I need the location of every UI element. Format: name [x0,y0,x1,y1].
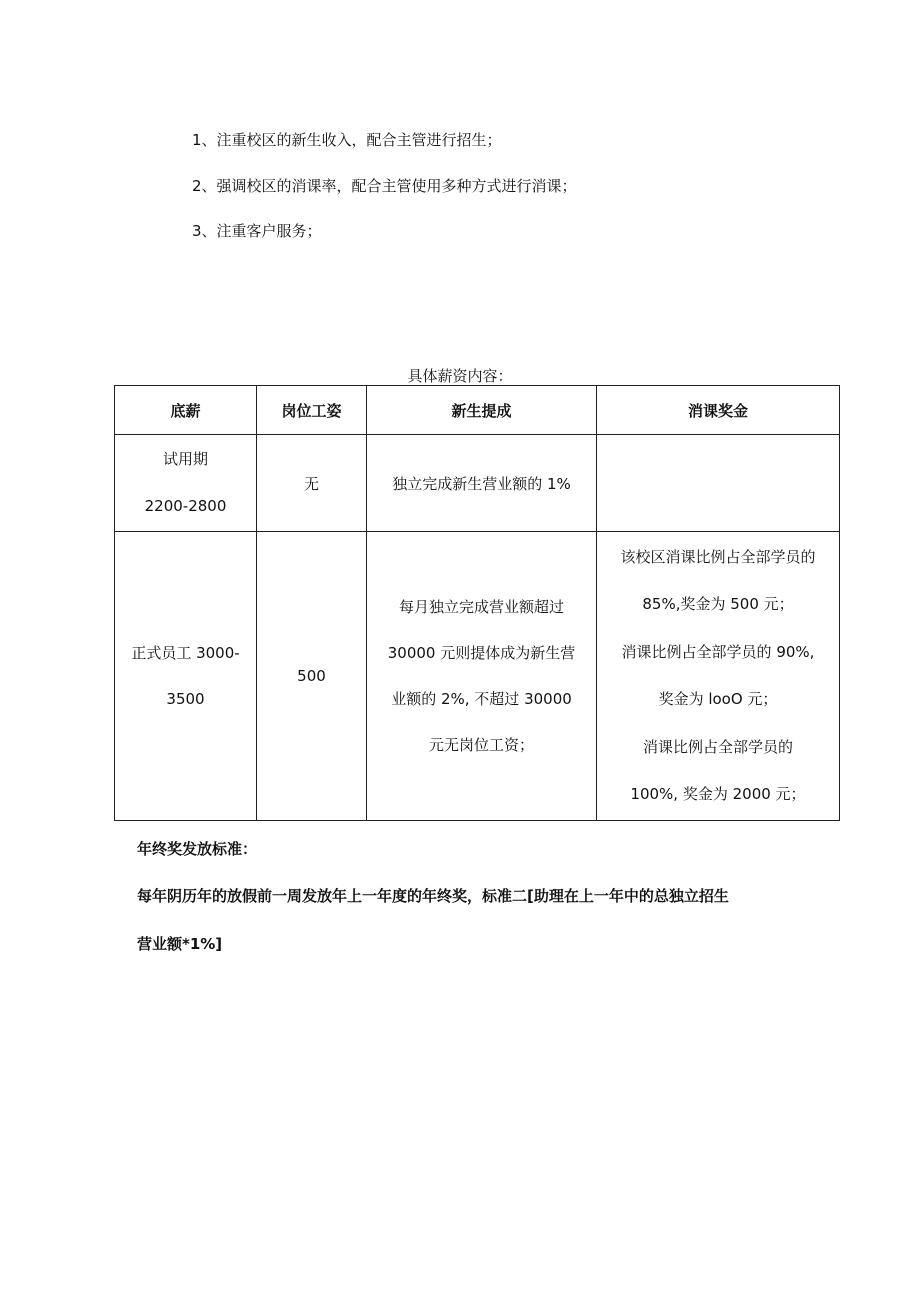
regular-commission-cell [367,532,597,821]
duty-item-1: 1、注重校区的新生收入，配合主管进行招生； [192,131,502,149]
duty-item-3: 3、注重客户服务； [192,222,322,240]
regular-bonus-line: 消课比例占全部学员的 90%, [621,642,815,661]
regular-base-salary-cell [115,532,257,821]
trial-base-salary-cell [115,435,257,532]
regular-bonus-line: 100%, 奖金为 2000 元； [630,785,806,803]
header-position-pay: 岗位工姿 [257,386,367,435]
regular-bonus-line: 该校区消课比例占全部学员的 [620,547,816,566]
regular-bonus-line: 85%,奖金为 500 元； [642,595,794,613]
regular-bonus-cell [597,532,840,821]
regular-base-line-2: 3500 [166,690,205,708]
table-caption: 具体薪资内容： [407,367,513,385]
year-end-bonus-title: 年终奖发放标准： [137,840,258,858]
header-base-salary: 底薪 [115,386,257,435]
table-row-regular [115,532,840,821]
trial-base-range: 2200-2800 [144,497,227,515]
year-end-bonus-text-line-2: 营业额*1%] [137,935,223,953]
trial-bonus [597,435,840,532]
table-header-row [115,386,840,435]
table-row-trial [115,435,840,532]
regular-base-line-1: 正式员工 3000- [131,644,240,662]
trial-commission: 独立完成新生营业额的 1% [367,435,597,532]
regular-position-pay: 500 [257,532,367,821]
regular-commission-line: 每月独立完成营业额超过 [398,598,564,616]
regular-commission-line: 业额的 2%, 不超过 30000 [391,690,572,708]
regular-commission-line: 30000 元则提体成为新生营 [387,644,576,662]
regular-bonus-line: 消课比例占全部学员的 [642,737,793,756]
header-class-bonus: 消课奖金 [597,386,840,435]
duty-item-2: 2、强调校区的消课率，配合主管使用多种方式进行消课； [192,177,577,195]
regular-commission-line: 元无岗位工资； [428,736,534,754]
year-end-bonus-text-line-1: 每年阴历年的放假前一周发放年上一年度的年终奖，标准二[助理在上一年中的总独立招生 [137,887,729,905]
trial-position-pay: 无 [257,435,367,532]
salary-table [114,385,840,821]
regular-bonus-line: 奖金为 looO 元； [658,690,778,708]
trial-base-label: 试用期 [162,450,208,468]
header-new-student-commission: 新生提成 [367,386,597,435]
